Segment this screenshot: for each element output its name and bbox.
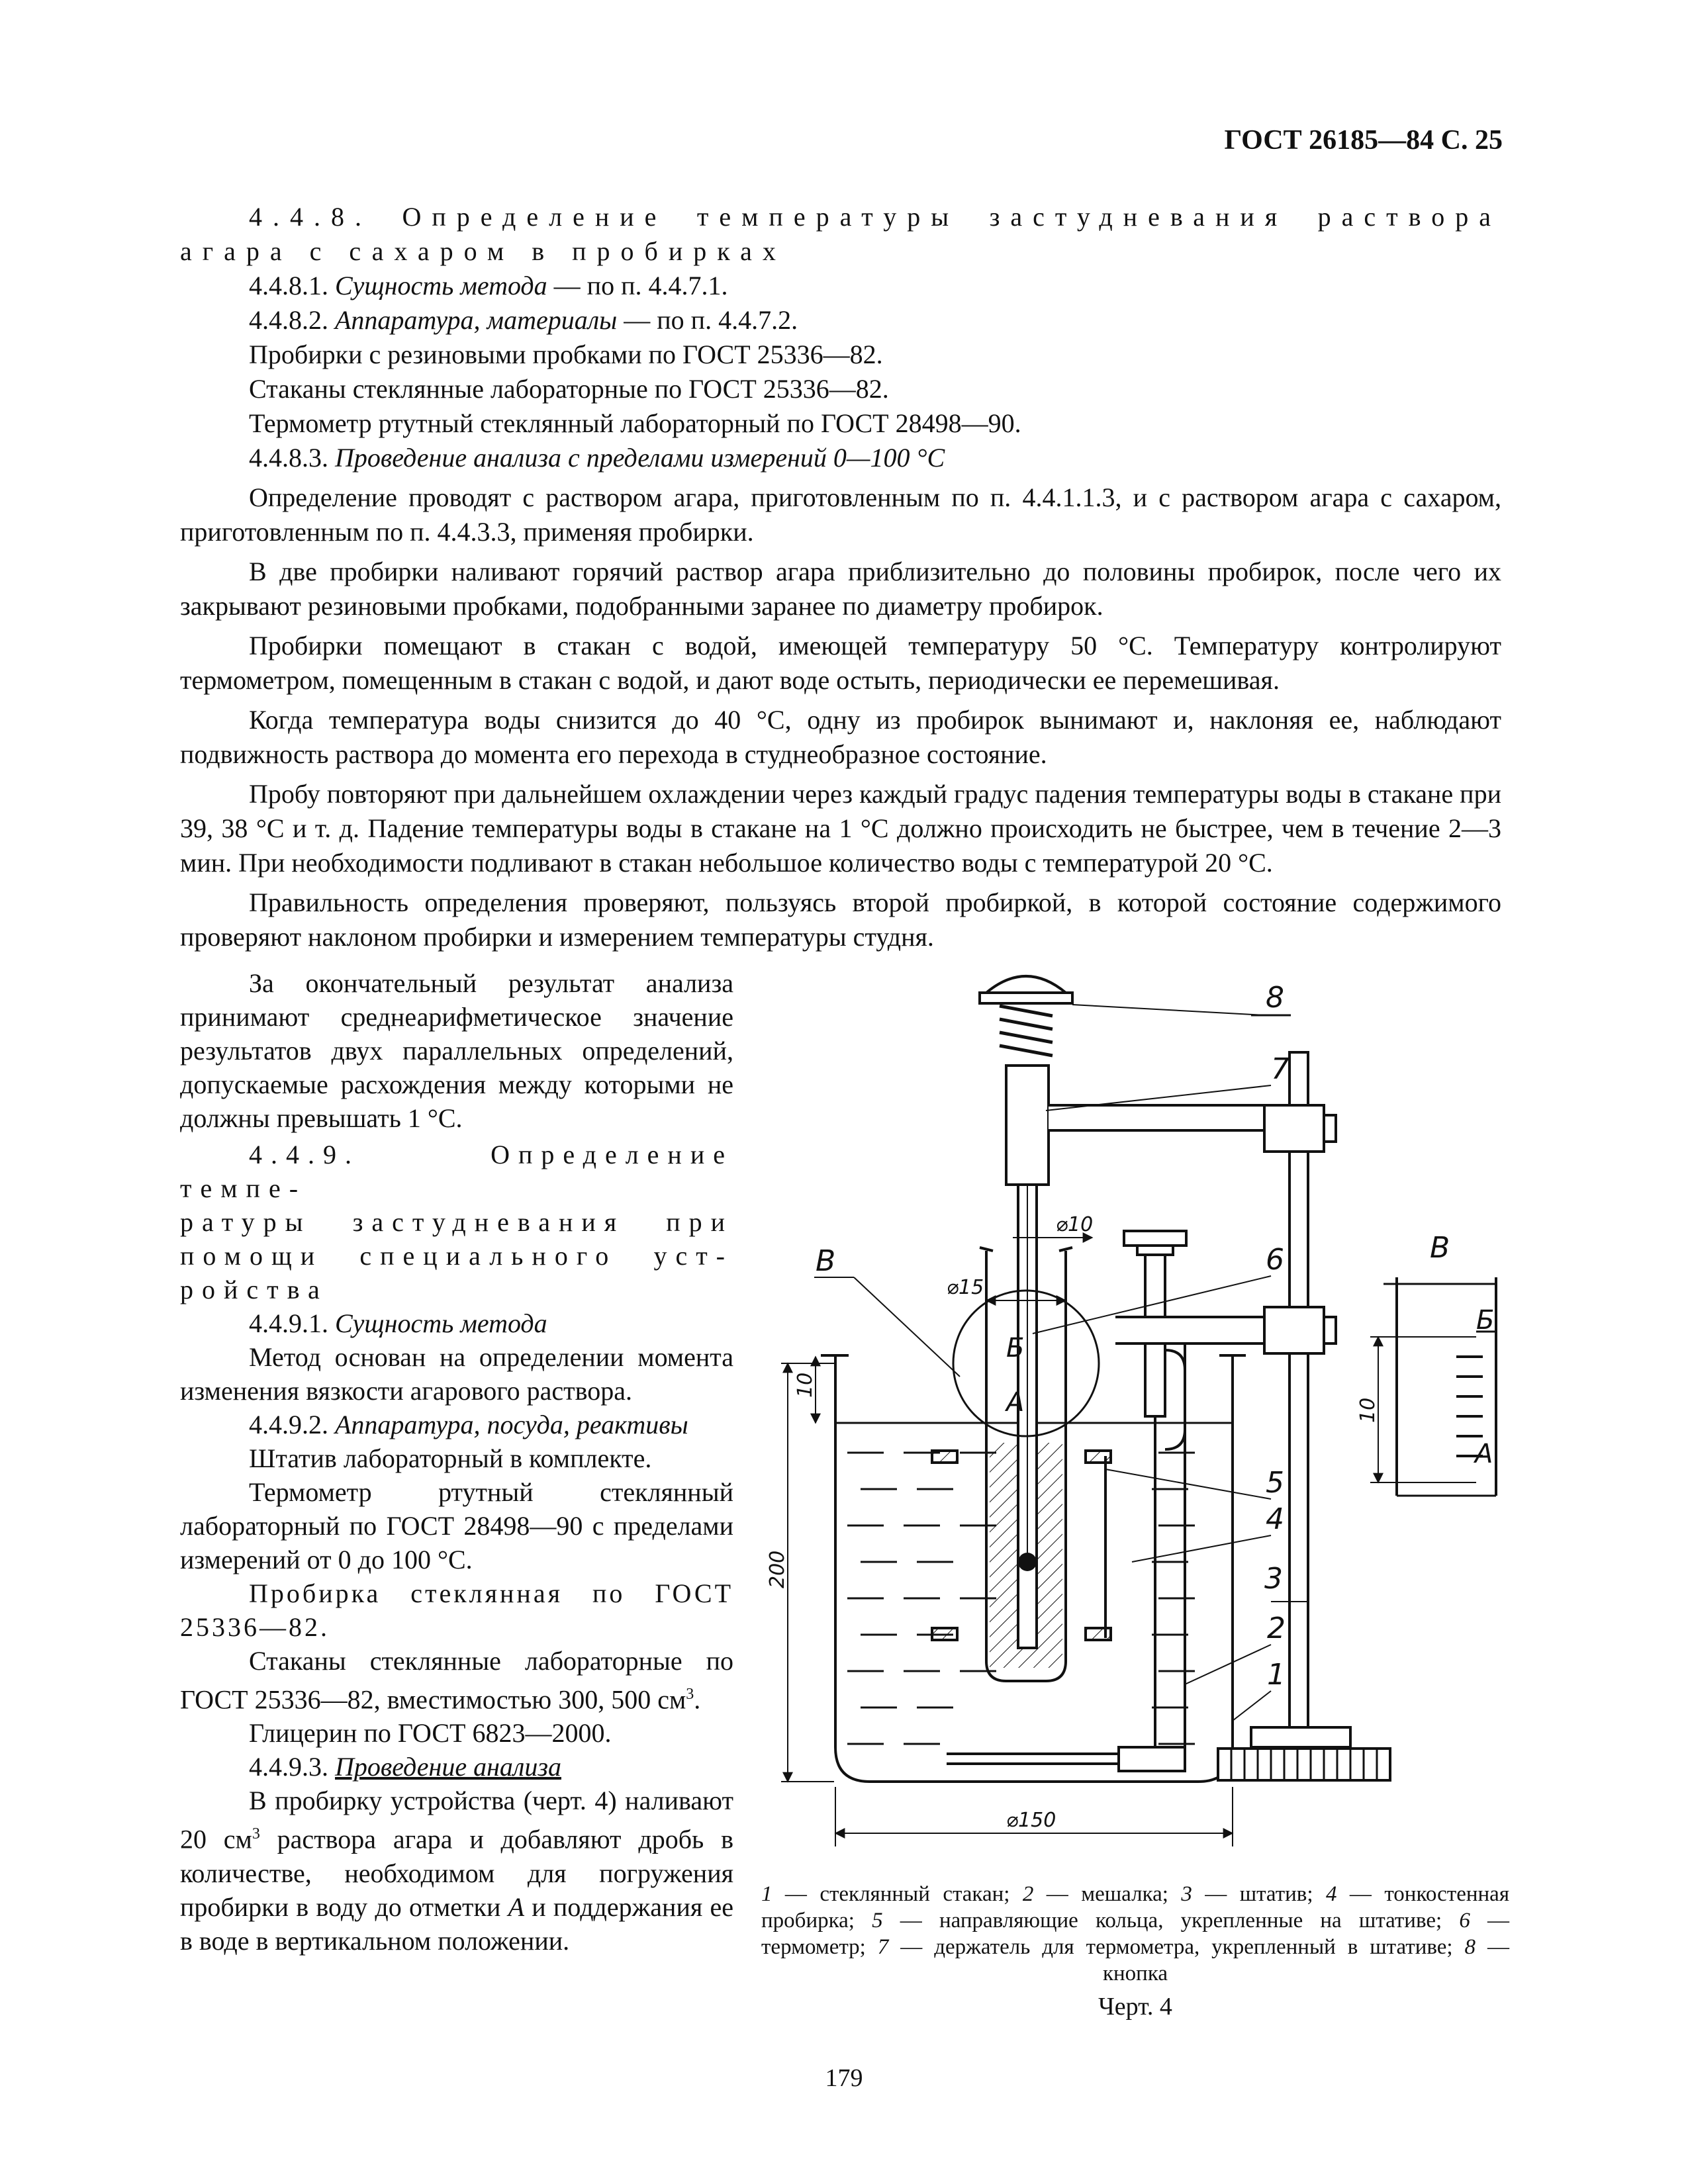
equipment-item: Пробирки с резиновыми пробками по ГОСТ 25336—82. bbox=[249, 340, 883, 369]
equipment-item: Термометр ртутный стеклянный лабораторный по ГОСТ 28498—90. bbox=[249, 408, 1021, 438]
label-8: 8 bbox=[1266, 981, 1284, 1015]
section-heading-cont: ратуры застудневания при bbox=[180, 1207, 733, 1237]
clause-4-4-8-1: 4.4.8.1. Сущность метода — по п. 4.4.7.1. bbox=[249, 271, 728, 300]
legend-text: — направляющие кольца, укрепленные на штативе; bbox=[882, 1909, 1460, 1933]
dim-d15: ⌀15 bbox=[947, 1276, 984, 1299]
legend-text: — тонкостенная пробирка; bbox=[761, 1882, 1509, 1933]
legend-text: — стеклянный стакан; bbox=[772, 1882, 1023, 1906]
equipment-item: Глицерин по ГОСТ 6823—2000. bbox=[249, 1718, 612, 1749]
legend-number: 4 bbox=[1325, 1882, 1337, 1906]
paragraph: Когда температура воды снизится до 40 °С, одну из пробирок вынимают и, наклоняя ее, наблюдают подвижность раствора до момента его перехода в студнеобразное состояние. bbox=[180, 705, 1501, 769]
spring-coils bbox=[1000, 1006, 1053, 1056]
legend-number: 8 bbox=[1464, 1935, 1476, 1959]
label-7: 7 bbox=[1271, 1052, 1289, 1086]
label-5: 5 bbox=[1266, 1466, 1284, 1500]
dim-10-detail: 10 bbox=[1356, 1397, 1380, 1423]
clause-4-4-9-1: 4.4.9.1. Сущность метода bbox=[249, 1308, 547, 1338]
label-6: 6 bbox=[1266, 1243, 1284, 1277]
legend-number: 5 bbox=[872, 1909, 883, 1933]
figure-legend bbox=[761, 1881, 1509, 1987]
dim-d10: ⌀10 bbox=[1056, 1213, 1094, 1236]
label-b-mark: Б bbox=[1006, 1333, 1025, 1363]
legend-number: 2 bbox=[1022, 1882, 1034, 1906]
paragraph: Правильность определения проверяют, пользуясь второй пробиркой, в которой состояние содержимого проверяют наклоном пробирки и измерением температуры студня. bbox=[180, 887, 1501, 952]
label-b-view: В bbox=[1430, 1231, 1450, 1265]
section-4-4-8 bbox=[180, 200, 1501, 954]
section-heading: 4.4.8. Определение температуры застудневания раствора bbox=[249, 202, 1501, 232]
label-1: 1 bbox=[1267, 1658, 1286, 1692]
equipment-item: Штатив лабораторный в комплекте. bbox=[249, 1443, 652, 1473]
section-heading-cont: ройства bbox=[180, 1275, 328, 1304]
legend-text: — держатель для термометра, укрепленный в штативе; bbox=[888, 1935, 1465, 1959]
label-b-mark-detail: Б bbox=[1476, 1305, 1495, 1336]
section-heading-4-4-9: 4.4.9. Определение темпе- bbox=[180, 1140, 733, 1203]
label-2: 2 bbox=[1267, 1612, 1286, 1645]
label-b-detail: В bbox=[816, 1244, 836, 1278]
clause-4-4-8-3: 4.4.8.3. Проведение анализа с пределами измерений 0—100 °С bbox=[249, 443, 945, 473]
page-number: 179 bbox=[825, 2064, 863, 2092]
paragraph: Метод основан на определении момента изменения вязкости агарового раствора. bbox=[180, 1342, 733, 1406]
equipment-item: Стаканы стеклянные лабораторные по ГОСТ 25336—82, вместимостью 300, 500 $см^3$. bbox=[180, 1646, 733, 1715]
thermometer-holder bbox=[1006, 1066, 1049, 1185]
apparatus-drawing bbox=[761, 966, 1509, 1979]
legend-text: — штатив; bbox=[1192, 1882, 1326, 1906]
legend-text: — мешалка; bbox=[1033, 1882, 1182, 1906]
equipment-item: Стаканы стеклянные лабораторные по ГОСТ 25336—82. bbox=[249, 374, 889, 404]
paragraph: Пробу повторяют при дальнейшем охлаждении через каждый градус падения температуры воды в стакане при 39, 38 °С и т. д. Падение температуры воды в стакане на 1 °С должно происходить не быстрее, чем в течение 2—3 мин. При необходимости подливают в стакан небольшое количество воды с температурой 20 °С. bbox=[180, 779, 1501, 878]
left-column bbox=[180, 966, 733, 1958]
paragraph: Определение проводят с раствором агара, приготовленным по п. 4.4.1.1.3, и с раствором агара с сахаром, приготовленным по п. 4.4.3.3, применяя пробирки. bbox=[180, 482, 1501, 547]
page-header: ГОСТ 26185—84 С. 25 bbox=[1224, 125, 1503, 156]
legend-text: — кнопка bbox=[1102, 1935, 1509, 1985]
paragraph: В пробирку устройства (черт. 4) наливают 20 $см^3$ раствора агара и добавляют дробь в количестве, необходимом для погружения пробирки в воду до отметки А и поддержания ее в воде в вертикальном положении. bbox=[180, 1786, 733, 1956]
button-cap bbox=[986, 976, 1066, 993]
section-heading-cont: помощи специального уст- bbox=[180, 1241, 733, 1271]
equipment-item: Термометр ртутный стеклянный лабораторный по ГОСТ 28498—90 с пределами измерений от 0 до 100 °С. bbox=[180, 1477, 733, 1574]
label-3: 3 bbox=[1264, 1562, 1283, 1596]
paragraph: В две пробирки наливают горячий раствор агара приблизительно до половины пробирок, после чего их закрывают резиновыми пробками, подобранными заранее по диаметру пробирок. bbox=[180, 557, 1501, 621]
label-a-mark: А bbox=[1006, 1387, 1025, 1418]
figure-title: Черт. 4 bbox=[1098, 1993, 1172, 2021]
dim-10: 10 bbox=[794, 1372, 817, 1398]
legend-number: 6 bbox=[1459, 1909, 1470, 1933]
final-result-paragraph: За окончательный результат анализа принимают среднеарифметическое значение результатов двух параллельных определений, допускаемые расхождения между которыми не должны превышать 1 °С. bbox=[180, 968, 733, 1133]
legend-number: 1 bbox=[761, 1882, 773, 1906]
dim-d150: ⌀150 bbox=[1006, 1809, 1056, 1832]
label-a-mark-detail: А bbox=[1475, 1439, 1493, 1469]
legend-text: — термометр; bbox=[761, 1909, 1509, 1959]
clause-4-4-9-3: 4.4.9.3. Проведение анализа bbox=[249, 1752, 561, 1782]
stand-rod bbox=[1289, 1052, 1308, 1767]
clause-4-4-8-2: 4.4.8.2. Аппаратура, материалы — по п. 4.4.7.2. bbox=[249, 305, 798, 335]
paragraph: Пробирки помещают в стакан с водой, имеющей температуру 50 °С. Температуру контролируют термометром, помещенным в стакан с водой, и дают воде остыть, периодически ее перемешивая. bbox=[180, 631, 1501, 695]
legend-number: 7 bbox=[877, 1935, 889, 1959]
legend-number: 3 bbox=[1181, 1882, 1192, 1906]
section-heading-cont: агара с сахаром в пробирках bbox=[180, 236, 786, 266]
label-4: 4 bbox=[1266, 1502, 1284, 1536]
equipment-item: Пробирка стеклянная по ГОСТ 25336—82. bbox=[180, 1578, 733, 1642]
thermometer-bulb bbox=[1018, 1553, 1037, 1571]
clause-4-4-9-2: 4.4.9.2. Аппаратура, посуда, реактивы bbox=[249, 1410, 688, 1439]
dim-200: 200 bbox=[766, 1550, 789, 1588]
